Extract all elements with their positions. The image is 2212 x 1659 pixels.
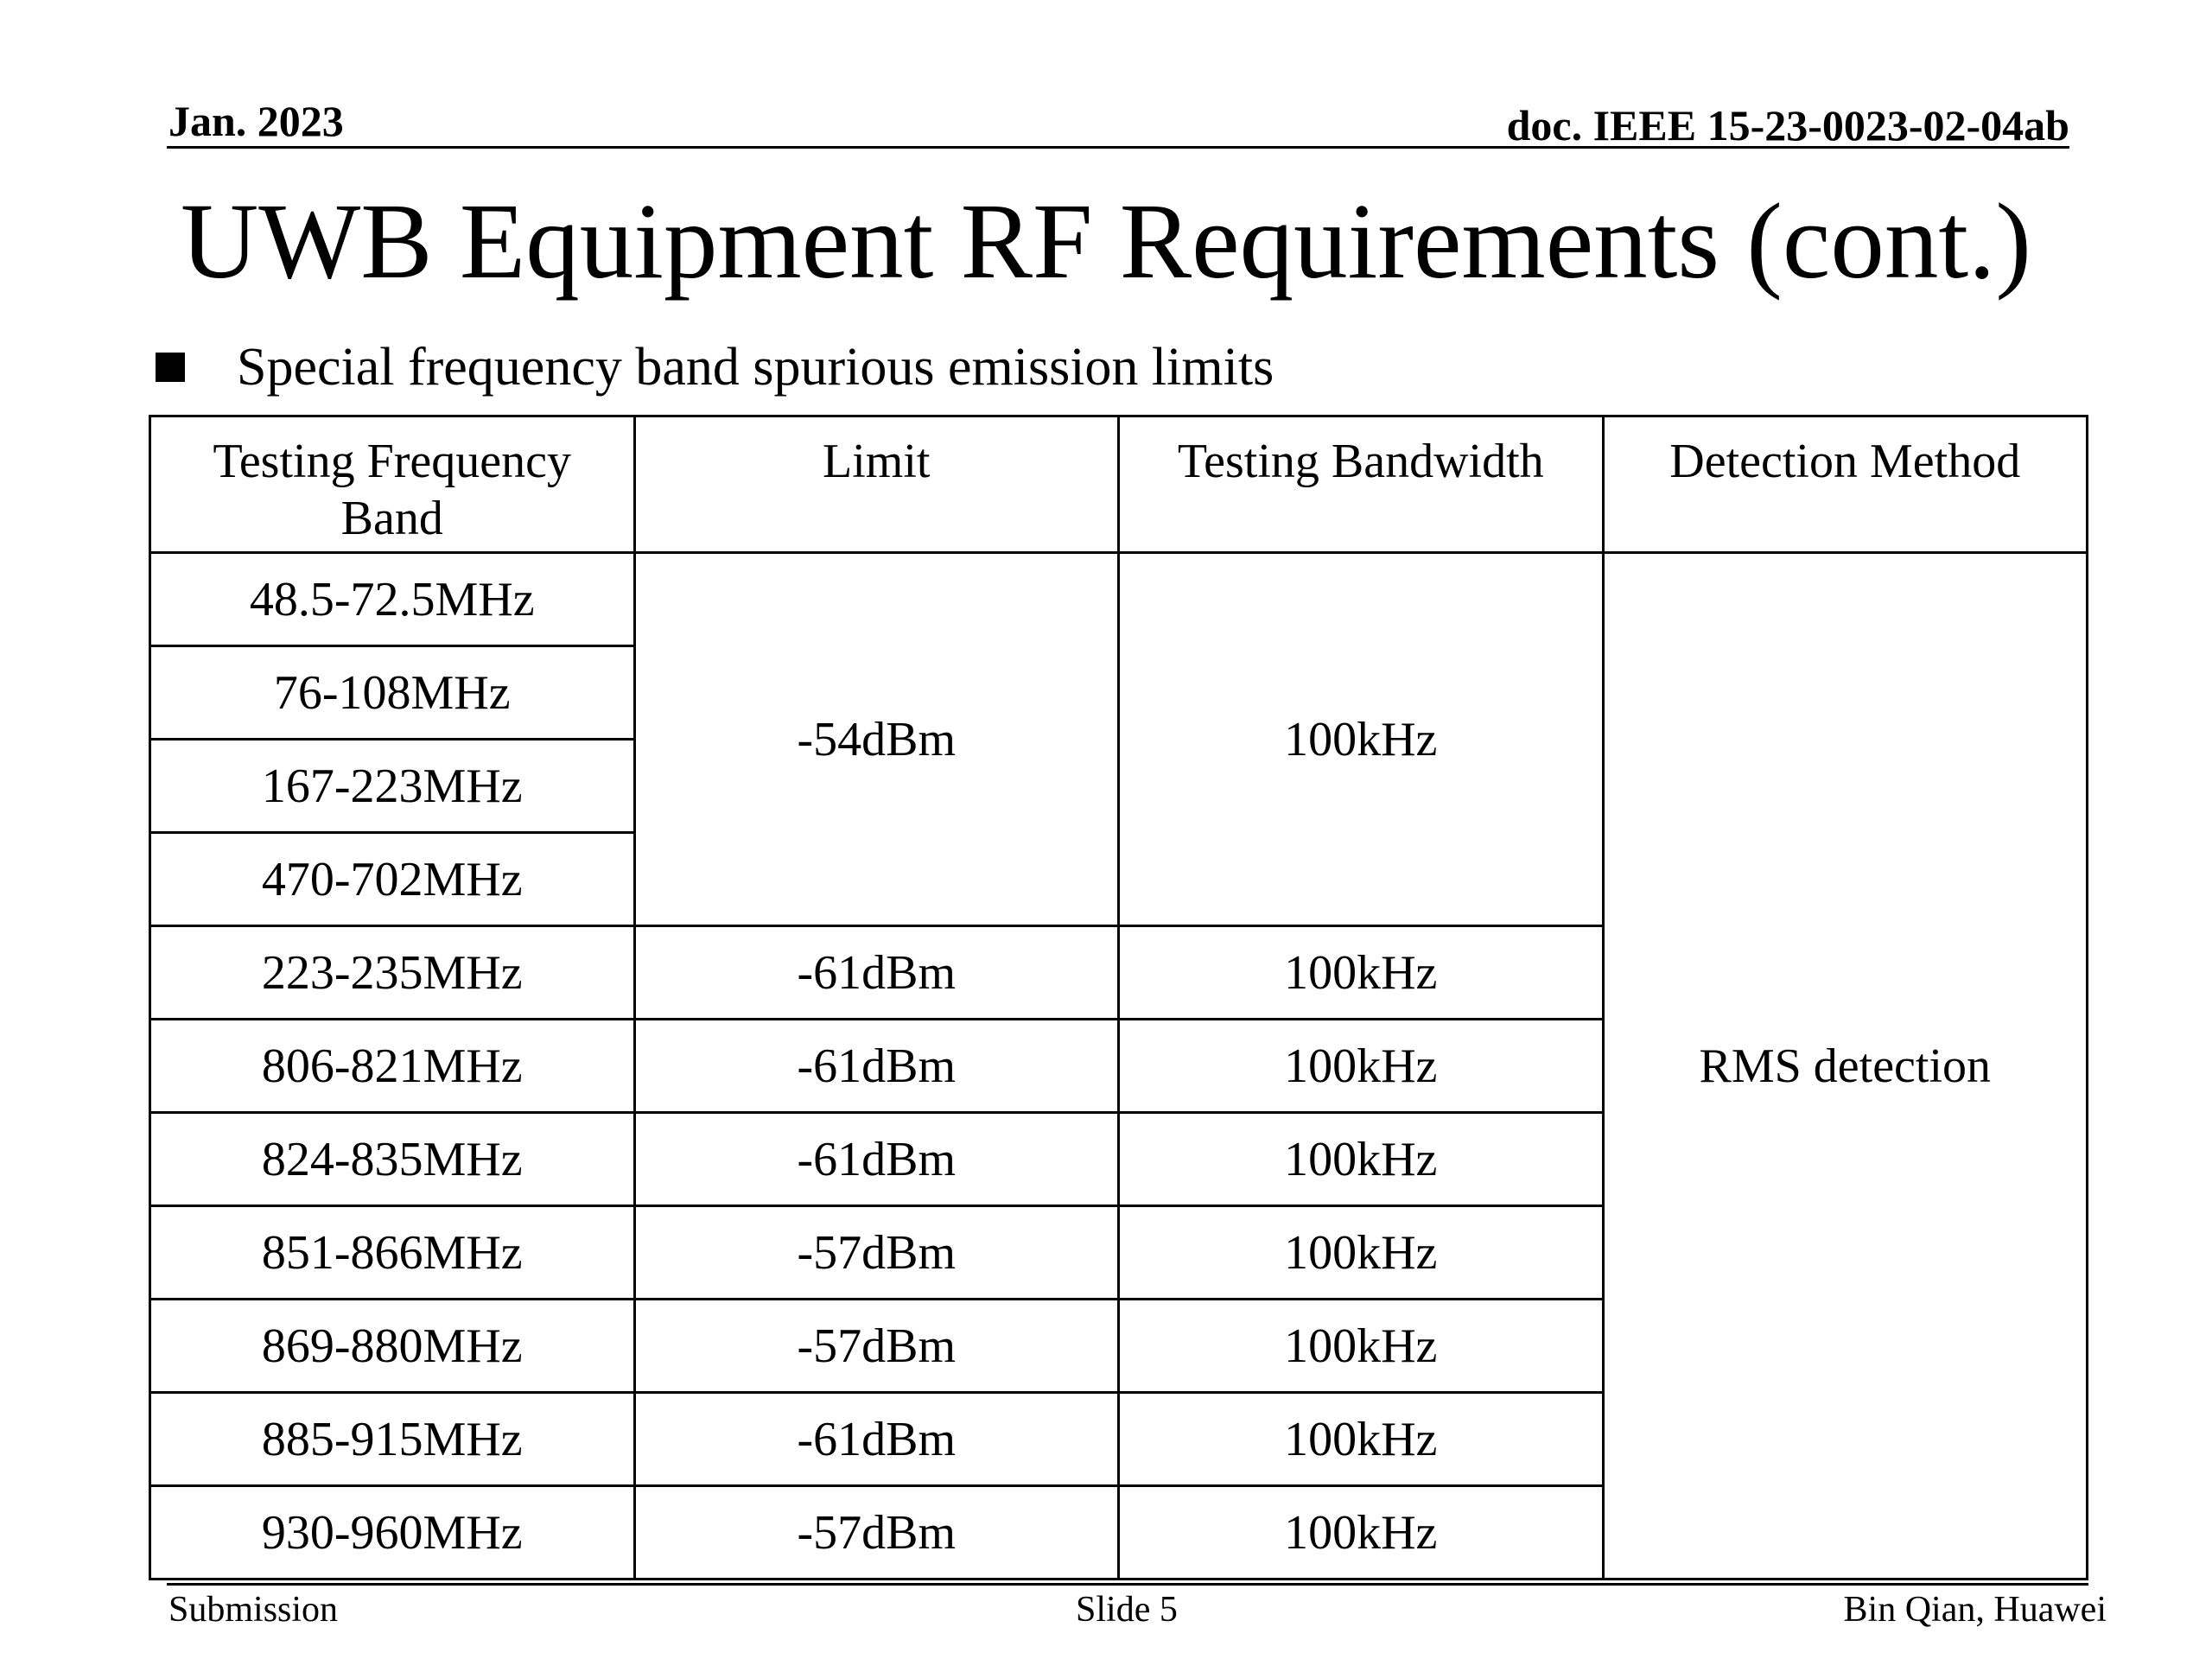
bandwidth-cell: 100kHz <box>1119 1206 1604 1300</box>
limit-cell: -61dBm <box>634 926 1119 1020</box>
table-header-row <box>150 416 2088 553</box>
band-cell: 470-702MHz <box>150 833 635 926</box>
header-doc-id: doc. IEEE 15-23-0023-02-04ab <box>1506 101 2069 149</box>
bandwidth-cell: 100kHz <box>1119 1486 1604 1580</box>
limit-cell: -57dBm <box>634 1300 1119 1393</box>
band-cell: 167-223MHz <box>150 740 635 833</box>
footer-submission: Submission <box>168 1590 339 1630</box>
footer-slide-number: Slide 5 <box>1076 1590 1178 1630</box>
bullet-item <box>156 337 1274 397</box>
limit-cell-merged: -54dBm <box>634 553 1119 926</box>
bandwidth-cell: 100kHz <box>1119 926 1604 1020</box>
bullet-text: Special frequency band spurious emission limits <box>237 338 1274 397</box>
column-header-bandwidth: Testing Bandwidth <box>1119 416 1604 553</box>
band-cell: 223-235MHz <box>150 926 635 1020</box>
slide-title: UWB Equipment RF Requirements (cont.) <box>180 182 2032 302</box>
table-row <box>150 553 2088 646</box>
footer-divider <box>167 1583 2088 1586</box>
band-cell: 930-960MHz <box>150 1486 635 1580</box>
band-cell: 885-915MHz <box>150 1393 635 1486</box>
header-divider <box>167 146 2069 149</box>
column-header-limit: Limit <box>634 416 1119 553</box>
limit-cell: -61dBm <box>634 1393 1119 1486</box>
square-bullet-icon <box>156 353 185 382</box>
column-header-band: Testing Frequency Band <box>150 416 635 553</box>
limit-cell: -61dBm <box>634 1020 1119 1113</box>
limit-cell: -61dBm <box>634 1113 1119 1206</box>
emission-limits-table <box>149 415 2088 1580</box>
band-cell: 806-821MHz <box>150 1020 635 1113</box>
limit-cell: -57dBm <box>634 1486 1119 1580</box>
band-cell: 869-880MHz <box>150 1300 635 1393</box>
footer-author: Bin Qian, Huawei <box>1843 1590 2107 1630</box>
bandwidth-cell: 100kHz <box>1119 1020 1604 1113</box>
band-cell: 851-866MHz <box>150 1206 635 1300</box>
header-date: Jan. 2023 <box>168 97 344 145</box>
band-cell: 48.5-72.5MHz <box>150 553 635 646</box>
bandwidth-cell: 100kHz <box>1119 1300 1604 1393</box>
detection-method-cell: RMS detection <box>1603 553 2088 1580</box>
column-header-detection: Detection Method <box>1603 416 2088 553</box>
bandwidth-cell: 100kHz <box>1119 1393 1604 1486</box>
bandwidth-cell: 100kHz <box>1119 1113 1604 1206</box>
bandwidth-cell-merged: 100kHz <box>1119 553 1604 926</box>
limit-cell: -57dBm <box>634 1206 1119 1300</box>
band-cell: 824-835MHz <box>150 1113 635 1206</box>
band-cell: 76-108MHz <box>150 646 635 740</box>
